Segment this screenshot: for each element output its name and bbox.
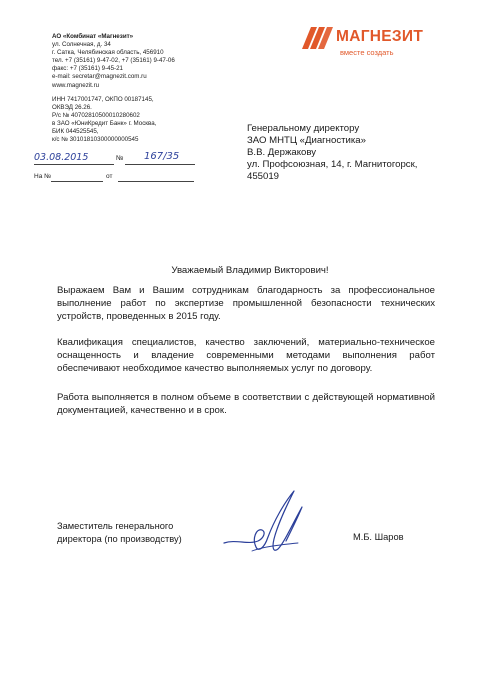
recipient-line: ул. Профсоюзная, 14, г. Магнитогорск,: [247, 159, 418, 170]
from-label: от: [106, 173, 113, 180]
sender-address-line: г. Сатка, Челябинская область, 456910: [52, 49, 164, 57]
sender-address-line: ул. Солнечная, д. 34: [52, 41, 111, 49]
outgoing-registration: [34, 152, 204, 168]
magnezit-logo-icon: [302, 27, 334, 49]
salutation: Уважаемый Владимир Викторович!: [171, 265, 329, 276]
sender-requisites-line: ИНН 7417001747, ОКПО 00187145,: [52, 95, 154, 103]
sender-email: e-mail: secretar@magnezit.com.ru: [52, 73, 147, 81]
signatory-title-line: Заместитель генерального: [57, 521, 174, 531]
recipient-line: 455019: [247, 171, 280, 182]
sender-requisites-line: БИК 044525545,: [52, 128, 99, 136]
reference-registration: [34, 172, 204, 184]
ref-label: На №: [34, 173, 52, 180]
signatory-title: [57, 520, 182, 545]
sender-fax: факс: +7 (35161) 9-45-21: [52, 65, 123, 73]
handwritten-signature: [222, 485, 312, 560]
sender-requisites-line: в ЗАО «ЮниКредит Банк» г. Москва,: [52, 119, 157, 127]
handwritten-date: 03.08.2015: [34, 152, 89, 163]
sender-company: АО «Комбинат «Магнезит»: [52, 33, 134, 40]
logo-brand-text: МАГНЕЗИТ: [336, 28, 424, 45]
logo-tagline: вместе создать: [340, 48, 394, 57]
sender-requisites-line: ОКВЭД 26.26.: [52, 103, 92, 111]
sender-phone: тел. +7 (35161) 9-47-02, +7 (35161) 9-47-06: [52, 57, 175, 65]
sender-block: [52, 33, 252, 144]
sender-requisites-line: к/с № 30101810300000000545: [52, 136, 139, 144]
company-logo: [302, 26, 472, 66]
letter-paragraph: Выражаем Вам и Вашим сотрудникам благодарность за профессиональное выполнение работ по экспертизе промышленной безопасности технических устройств, проведенных в 2015 году.: [57, 285, 435, 323]
recipient-line: ЗАО МНТЦ «Диагностика»: [247, 135, 366, 146]
letter-paragraph: Квалификация специалистов, качество заключений, материально-техническое оснащенность и владение современными методами выполнения работ обеспечивают необходимое качество выполняемых услуг по договору.: [57, 337, 435, 375]
letter-paragraph: Работа выполняется в полном объеме в соответствии с действующей нормативной документацией, качественно и в срок.: [57, 392, 435, 417]
sender-website: www.magnezit.ru: [52, 81, 100, 89]
sender-requisites-line: Р/с № 40702810500010280602: [52, 111, 140, 119]
number-label: №: [116, 155, 124, 162]
recipient-block: [247, 123, 417, 183]
handwritten-number: 167/35: [144, 151, 180, 162]
recipient-line: Генеральному директору: [247, 123, 360, 134]
recipient-line: В.В. Держакову: [247, 147, 317, 158]
signatory-title-line: директора (по производству): [57, 533, 182, 544]
signatory-name: М.Б. Шаров: [353, 532, 404, 542]
